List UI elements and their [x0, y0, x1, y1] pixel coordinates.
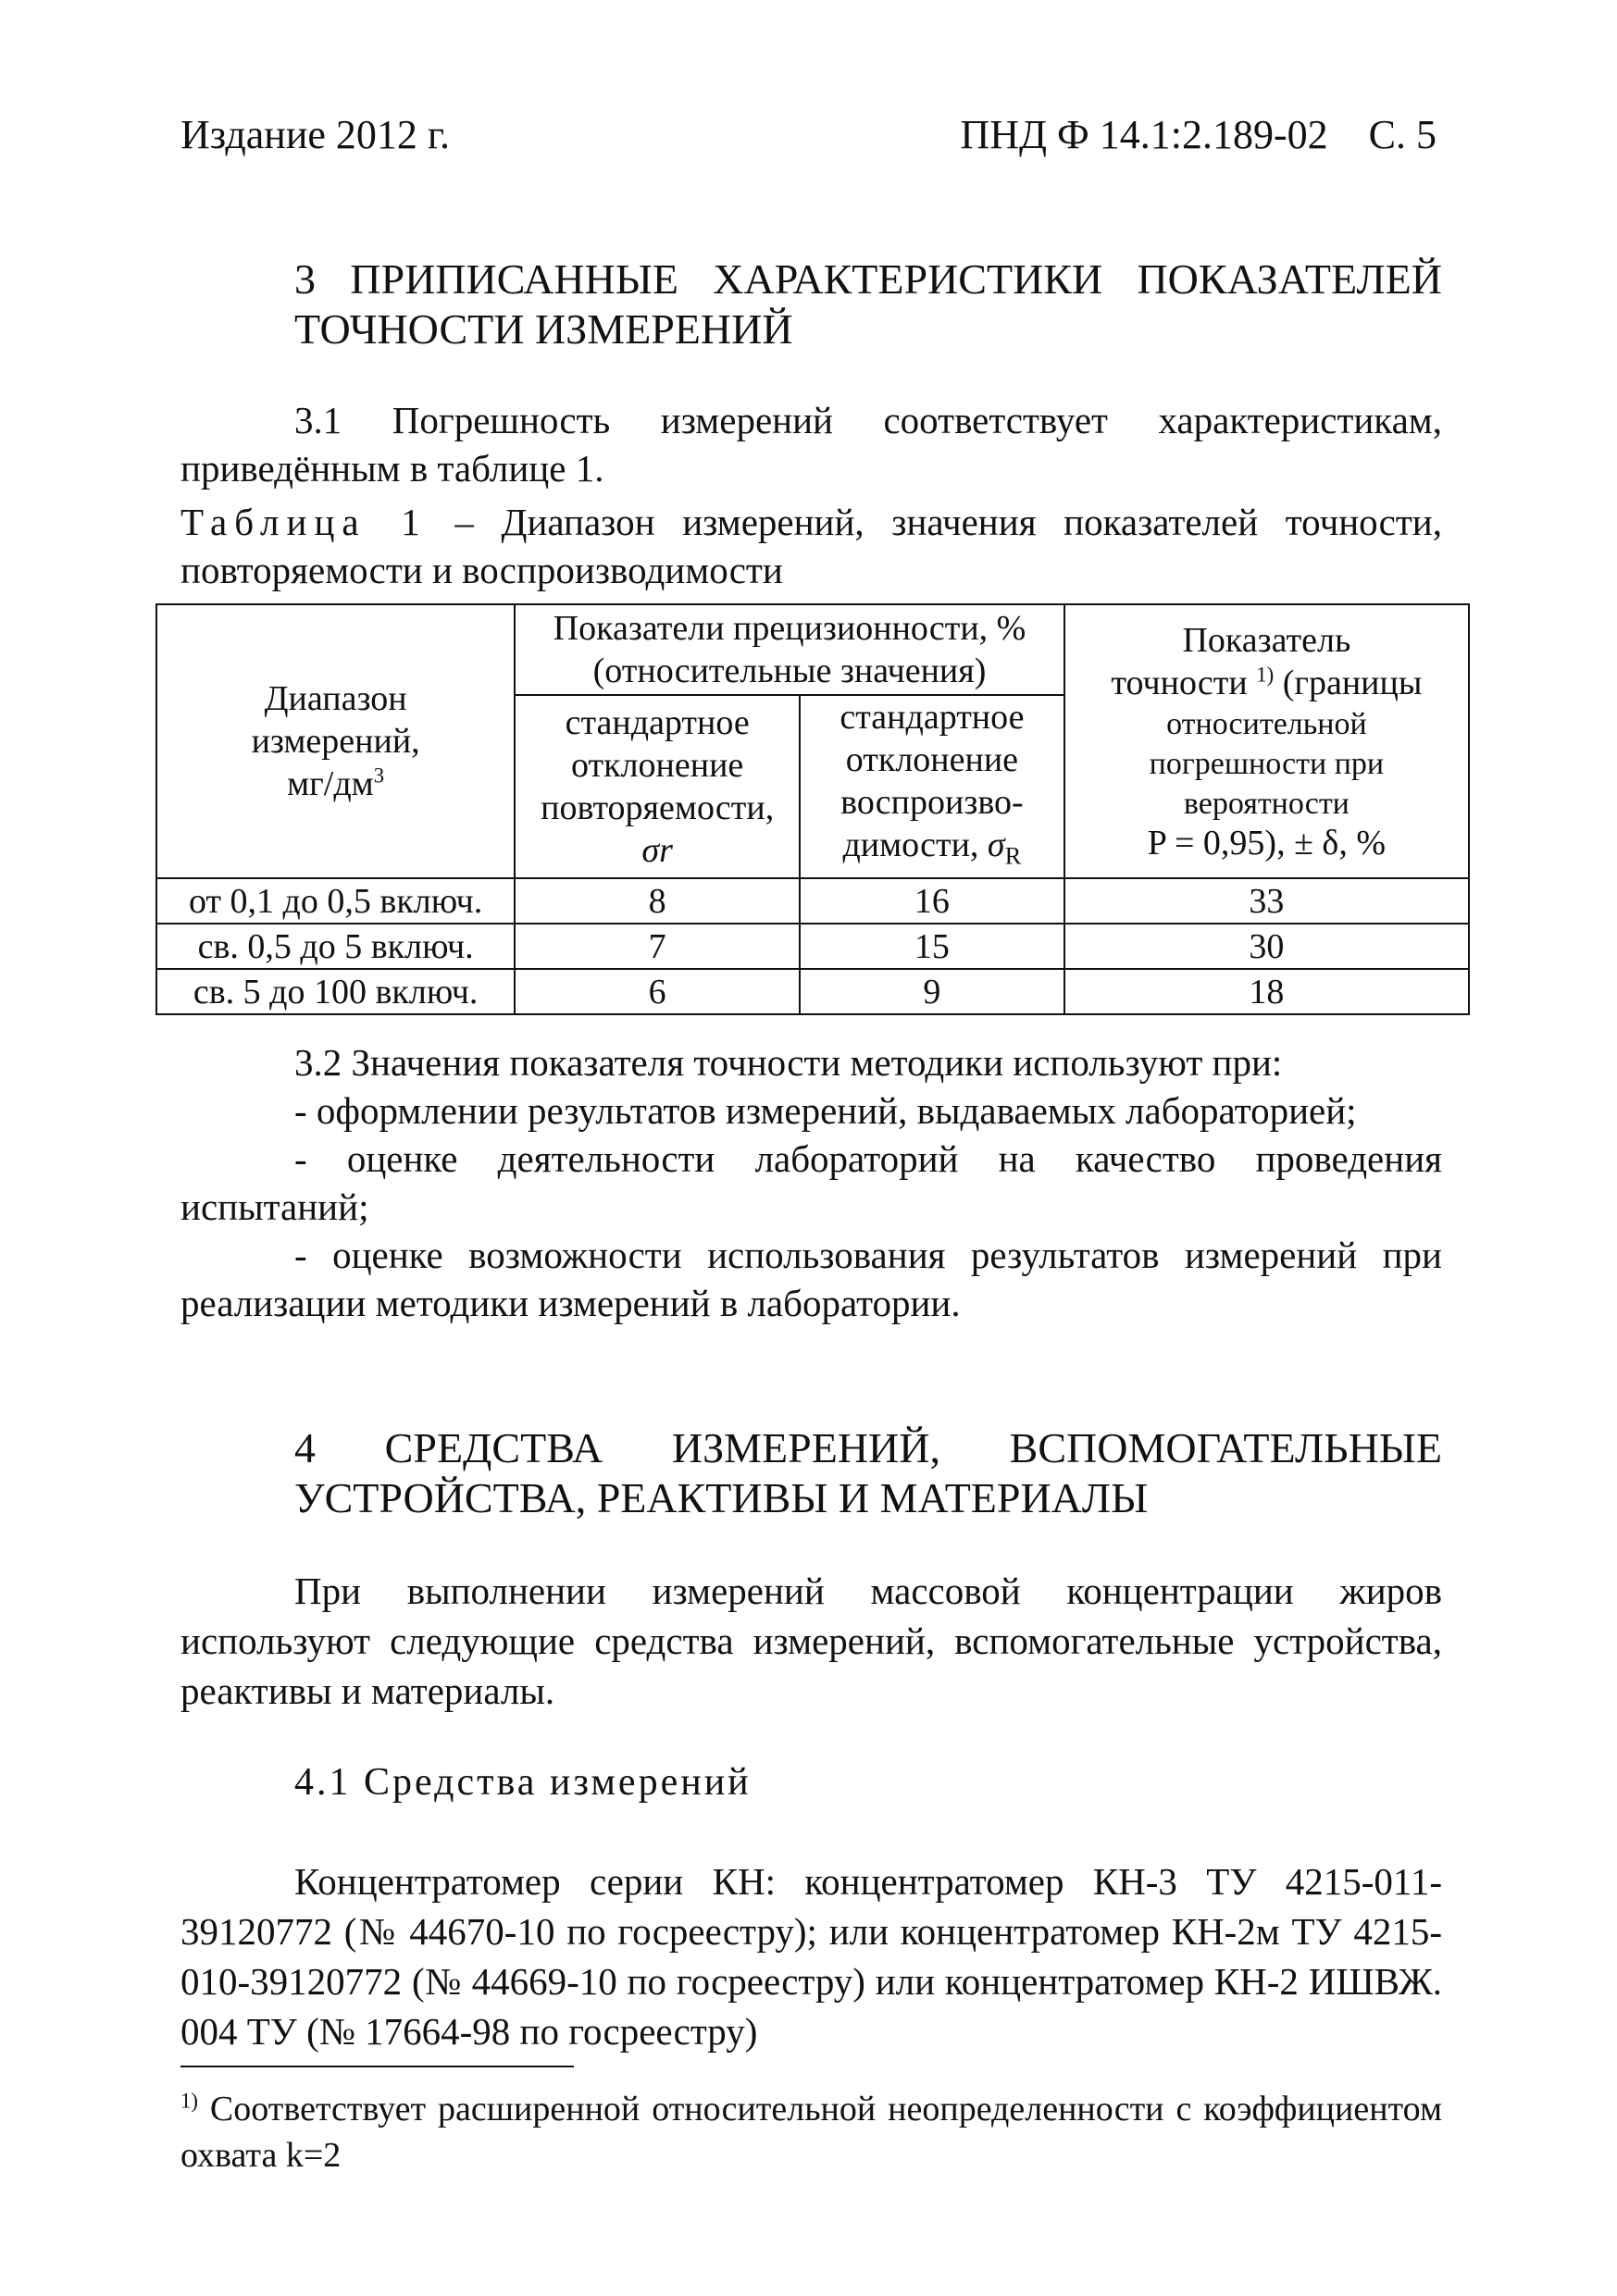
- row-sr: 8: [515, 878, 800, 924]
- list-item: - оформлении результатов измерений, выдаваемых лабораторией;: [294, 1089, 1357, 1132]
- row-sR: 15: [800, 924, 1064, 969]
- footnote-text: Соответствует расширенной относительной неопределенности с коэффициентом охвата k=2: [180, 2090, 1442, 2175]
- unit-text: мг/дм: [287, 764, 374, 803]
- header-reproducibility: [800, 695, 1064, 878]
- acc-detail-1: относительной: [1166, 707, 1367, 741]
- footnote-mark: 1): [180, 2089, 198, 2113]
- table-caption-label: Таблица 1: [180, 501, 428, 543]
- section-3-title: [294, 254, 1442, 354]
- row-range: от 0,1 до 0,5 включ.: [156, 878, 515, 924]
- section-4-title-line1: 4 СРЕДСТВА ИЗМЕРЕНИЙ, ВСПОМОГАТЕЛЬНЫЕ: [294, 1424, 1442, 1471]
- footnote-separator: [180, 2066, 574, 2067]
- sigma-R-subscript: R: [1004, 841, 1022, 870]
- list-item: - оценке деятельности лабораторий на качество проведения испытаний;: [180, 1137, 1442, 1228]
- header-repeatability: [515, 695, 800, 878]
- sigma-R-symbol: σ: [987, 825, 1005, 865]
- row-sr: 6: [515, 969, 800, 1014]
- repro-line-3: воспроизво-: [840, 783, 1024, 823]
- row-sR: 16: [800, 878, 1064, 924]
- acc-word: точности: [1111, 664, 1257, 702]
- rep-line-2: отклонение: [571, 746, 744, 785]
- acc-bracket: (границы: [1274, 664, 1423, 702]
- header-accuracy-line2: [1071, 662, 1462, 704]
- rep-line-1: стандартное: [565, 703, 750, 742]
- acc-detail-4: P = 0,95), ± δ, %: [1147, 824, 1386, 863]
- acc-detail-2: погрешности при: [1149, 747, 1385, 781]
- header-accuracy-details: [1071, 704, 1462, 863]
- header-precision: [515, 604, 1064, 695]
- table-caption: [180, 498, 1442, 594]
- header-precision-line1: Показатели прецизионности, %: [553, 609, 1026, 648]
- edition-label: Издание 2012 г.: [180, 112, 450, 157]
- sigma-r-symbol: σr: [641, 831, 673, 870]
- section-4-title-line2: УСТРОЙСТВА, РЕАКТИВЫ И МАТЕРИАЛЫ: [294, 1474, 1149, 1521]
- paragraph-4-1: Концентратомер серии КН: концентратомер КН-3 ТУ 4215-011-39120772 (№ 44670-10 по госреестру); или концентратомер КН-2м ТУ 4215-010-39120772 (№ 44669-10 по госреестру) или концентратомер КН-2 ИШВЖ. 004 ТУ (№ 17664-98 по госреестру): [180, 1860, 1442, 2053]
- rep-line-3: повторяемости,: [541, 788, 775, 827]
- acc-detail-3: вероятности: [1183, 787, 1350, 821]
- row-range: св. 5 до 100 включ.: [156, 969, 515, 1014]
- footnote-ref: 1): [1256, 663, 1275, 687]
- section-4-title: [294, 1423, 1442, 1523]
- section-3-title-line1: 3 ПРИПИСАННЫЕ ХАРАКТЕРИСТИКИ ПОКАЗАТЕЛЕЙ: [294, 255, 1442, 303]
- row-delta: 30: [1064, 924, 1469, 969]
- table-caption-text: – Диапазон измерений, значения показателей точности, повторяемости и воспроизводимости: [180, 501, 1442, 591]
- repro-line-4: [806, 824, 1058, 877]
- document-code: ПНД Ф 14.1:2.189-02: [960, 112, 1328, 157]
- header-precision-line2: (относительные значения): [592, 652, 987, 690]
- subsection-4-1-title: 4.1 Средства измерений: [294, 1761, 752, 1804]
- header-accuracy: [1064, 604, 1469, 878]
- precision-table: [155, 603, 1470, 1015]
- row-sR: 9: [800, 969, 1064, 1014]
- header-range-line1: Диапазон: [264, 679, 407, 718]
- row-range: св. 0,5 до 5 включ.: [156, 924, 515, 969]
- paragraph-3-1: 3.1 Погрешность измерений соответствует характеристикам, приведённым в таблице 1.: [180, 399, 1442, 490]
- section-3-title-line2: ТОЧНОСТИ ИЗМЕРЕНИЙ: [294, 305, 793, 353]
- footnote: [180, 2086, 1442, 2178]
- repro-line-1: стандартное: [840, 698, 1025, 738]
- running-header: [960, 111, 1437, 158]
- row-delta: 18: [1064, 969, 1469, 1014]
- section-4-intro: При выполнении измерений массовой концентрации жиров используют следующие средства измерений, вспомогательные устройства, реактивы и материалы.: [180, 1570, 1442, 1712]
- row-sr: 7: [515, 924, 800, 969]
- header-range-line2: измерений,: [251, 722, 420, 761]
- table-row: [156, 878, 1469, 924]
- unit-sup: 3: [373, 763, 385, 788]
- repro-word: димости,: [842, 825, 988, 865]
- paragraph-3-2-intro: 3.2 Значения показателя точности методики используют при:: [294, 1041, 1283, 1084]
- page-number: С. 5: [1368, 112, 1437, 157]
- header-range: [156, 604, 515, 878]
- table-row: [156, 969, 1469, 1014]
- list-item: - оценке возможности использования результатов измерений при реализации методики измерений в лаборатории.: [180, 1234, 1442, 1324]
- repro-line-2: отклонение: [845, 740, 1019, 780]
- table-row: [156, 924, 1469, 969]
- row-delta: 33: [1064, 878, 1469, 924]
- header-range-unit: [163, 763, 508, 805]
- header-accuracy-line1: Показатель: [1182, 621, 1351, 660]
